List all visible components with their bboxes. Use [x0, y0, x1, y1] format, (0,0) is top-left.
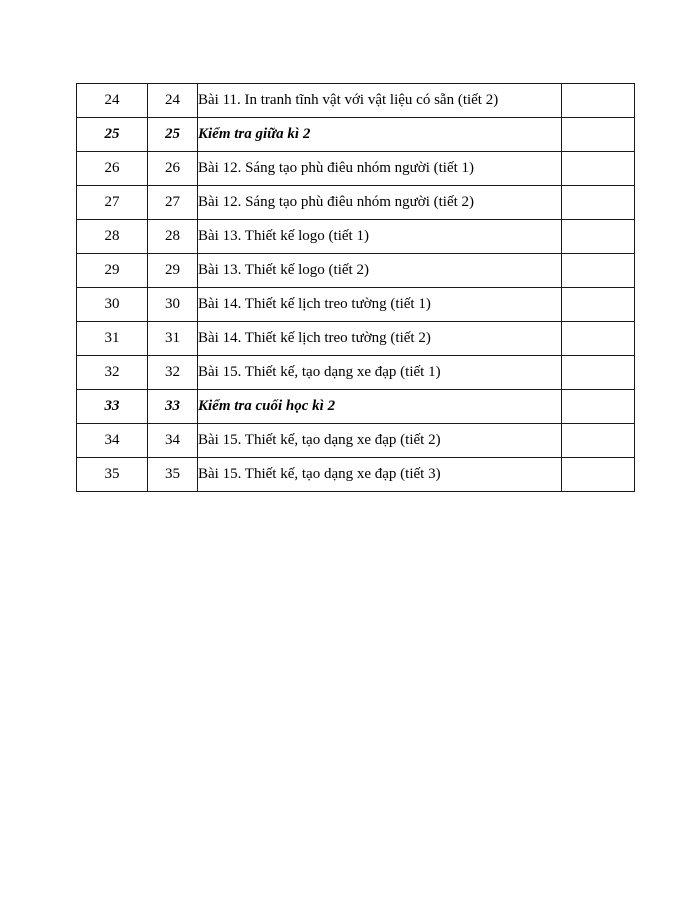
period-cell: 32 — [148, 356, 198, 390]
table-row — [77, 322, 635, 356]
exam-row — [77, 390, 635, 424]
lesson-title-cell: Bài 12. Sáng tạo phù điêu nhóm người (tiết 2) — [198, 186, 562, 220]
period-cell: 30 — [148, 288, 198, 322]
period-cell: 34 — [148, 424, 198, 458]
table-row — [77, 288, 635, 322]
week-cell: 24 — [77, 84, 148, 118]
period-cell: 26 — [148, 152, 198, 186]
period-cell: 27 — [148, 186, 198, 220]
table-row — [77, 186, 635, 220]
table-row — [77, 356, 635, 390]
period-cell: 33 — [148, 390, 198, 424]
note-cell — [562, 356, 635, 390]
period-cell: 25 — [148, 118, 198, 152]
week-cell: 25 — [77, 118, 148, 152]
period-cell: 29 — [148, 254, 198, 288]
exam-row — [77, 118, 635, 152]
schedule-body — [77, 84, 635, 492]
lesson-schedule-table — [76, 83, 635, 492]
note-cell — [562, 458, 635, 492]
week-cell: 30 — [77, 288, 148, 322]
week-cell: 35 — [77, 458, 148, 492]
note-cell — [562, 288, 635, 322]
week-cell: 29 — [77, 254, 148, 288]
note-cell — [562, 152, 635, 186]
lesson-title-cell: Bài 14. Thiết kế lịch treo tường (tiết 2) — [198, 322, 562, 356]
lesson-title-cell: Bài 11. In tranh tĩnh vật với vật liệu có sẵn (tiết 2) — [198, 84, 562, 118]
period-cell: 28 — [148, 220, 198, 254]
table-row — [77, 254, 635, 288]
note-cell — [562, 186, 635, 220]
week-cell: 34 — [77, 424, 148, 458]
table-row — [77, 458, 635, 492]
lesson-title-cell: Bài 12. Sáng tạo phù điêu nhóm người (tiết 1) — [198, 152, 562, 186]
lesson-title-cell: Bài 14. Thiết kế lịch treo tường (tiết 1) — [198, 288, 562, 322]
lesson-title-cell: Bài 13. Thiết kế logo (tiết 1) — [198, 220, 562, 254]
lesson-title-cell: Kiểm tra giữa kì 2 — [198, 118, 562, 152]
note-cell — [562, 322, 635, 356]
lesson-title-cell: Bài 15. Thiết kế, tạo dạng xe đạp (tiết 1) — [198, 356, 562, 390]
note-cell — [562, 84, 635, 118]
note-cell — [562, 390, 635, 424]
table-row — [77, 152, 635, 186]
period-cell: 35 — [148, 458, 198, 492]
table-row — [77, 424, 635, 458]
table-row — [77, 84, 635, 118]
week-cell: 26 — [77, 152, 148, 186]
week-cell: 33 — [77, 390, 148, 424]
week-cell: 32 — [77, 356, 148, 390]
week-cell: 31 — [77, 322, 148, 356]
week-cell: 28 — [77, 220, 148, 254]
note-cell — [562, 118, 635, 152]
note-cell — [562, 424, 635, 458]
lesson-title-cell: Bài 15. Thiết kế, tạo dạng xe đạp (tiết 2) — [198, 424, 562, 458]
period-cell: 31 — [148, 322, 198, 356]
lesson-title-cell: Bài 15. Thiết kế, tạo dạng xe đạp (tiết 3) — [198, 458, 562, 492]
table-row — [77, 220, 635, 254]
period-cell: 24 — [148, 84, 198, 118]
note-cell — [562, 254, 635, 288]
lesson-title-cell: Kiểm tra cuối học kì 2 — [198, 390, 562, 424]
note-cell — [562, 220, 635, 254]
week-cell: 27 — [77, 186, 148, 220]
lesson-title-cell: Bài 13. Thiết kế logo (tiết 2) — [198, 254, 562, 288]
